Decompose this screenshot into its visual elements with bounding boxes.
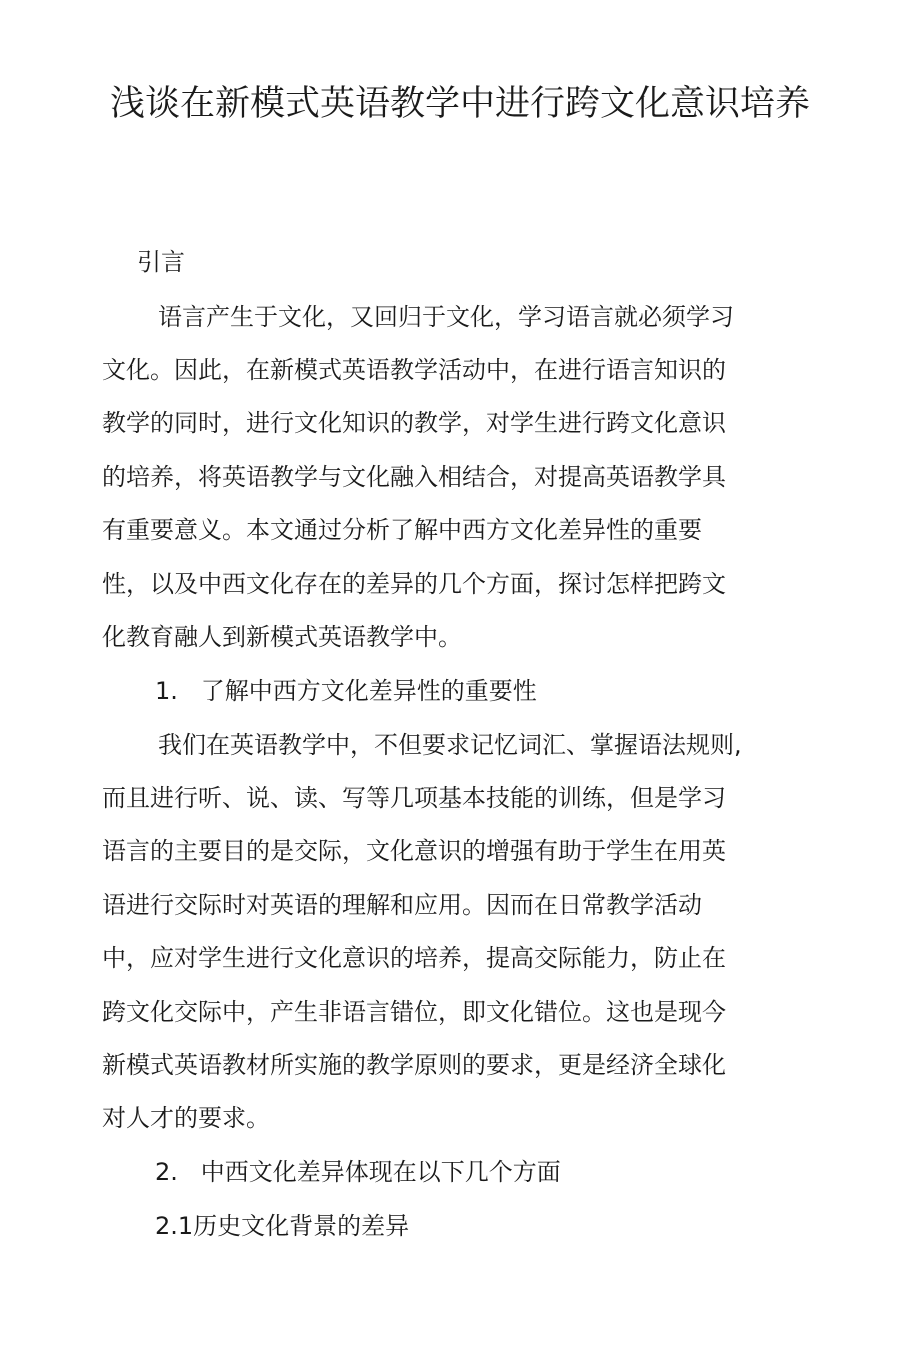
- section-1-paragraph-line: 新模式英语教材所实施的教学原则的要求，更是经济全球化: [102, 1051, 726, 1079]
- intro-heading: 引言: [137, 248, 185, 276]
- section-1-paragraph-line: 而且进行听、说、读、写等几项基本技能的训练，但是学习: [102, 784, 726, 812]
- intro-paragraph-line: 语言产生于文化，又回归于文化，学习语言就必须学习: [158, 303, 734, 331]
- intro-paragraph-line: 教学的同时，进行文化知识的教学，对学生进行跨文化意识: [102, 409, 726, 437]
- section-1-paragraph-line: 我们在英语教学中，不但要求记忆词汇、掌握语法规则,: [158, 731, 742, 759]
- intro-paragraph-line: 化教育融人到新模式英语教学中。: [102, 623, 462, 651]
- intro-paragraph-line: 文化。因此，在新模式英语教学活动中，在进行语言知识的: [102, 356, 726, 384]
- section-1-paragraph-line: 对人才的要求。: [102, 1104, 270, 1132]
- section-2-1-heading: 2.1历史文化背景的差异: [155, 1212, 410, 1240]
- section-1-paragraph-line: 语言的主要目的是交际，文化意识的增强有助于学生在用英: [102, 837, 726, 865]
- document-title: 浅谈在新模式英语教学中进行跨文化意识培养: [109, 84, 810, 124]
- intro-paragraph-line: 的培养，将英语教学与文化融入相结合，对提高英语教学具: [102, 463, 726, 491]
- section-1-heading: 1. 了解中西方文化差异性的重要性: [155, 677, 537, 705]
- section-1-paragraph-line: 语进行交际时对英语的理解和应用。因而在日常教学活动: [102, 891, 702, 919]
- section-2-heading: 2. 中西文化差异体现在以下几个方面: [155, 1158, 561, 1186]
- intro-paragraph-line: 性，以及中西文化存在的差异的几个方面，探讨怎样把跨文: [102, 570, 726, 598]
- section-1-paragraph-line: 中，应对学生进行文化意识的培养，提高交际能力，防止在: [102, 944, 726, 972]
- section-1-paragraph-line: 跨文化交际中，产生非语言错位，即文化错位。这也是现今: [102, 998, 726, 1026]
- intro-paragraph-line: 有重要意义。本文通过分析了解中西方文化差异性的重要: [102, 516, 702, 544]
